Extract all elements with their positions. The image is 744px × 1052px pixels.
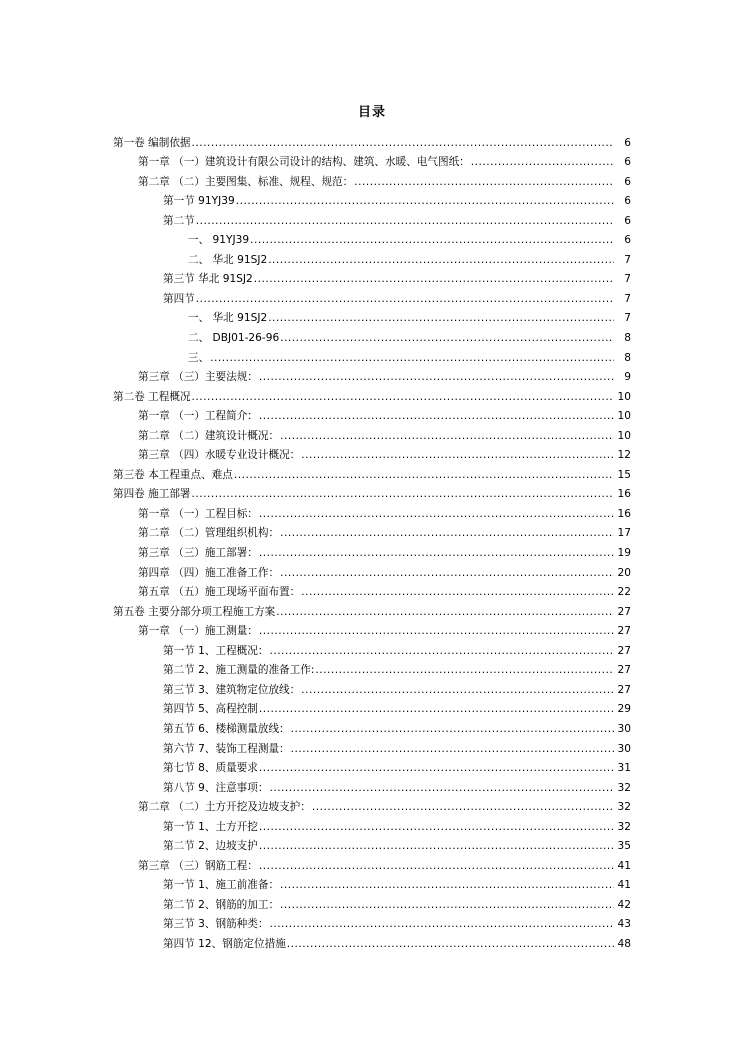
toc-entry-label: 第二节 2、施工测量的准备工作: bbox=[163, 664, 315, 677]
toc-entry-label: 第四章 （四）施工准备工作： bbox=[138, 566, 280, 579]
toc-entry-label: 第三节 3、钢筋种类： bbox=[163, 918, 269, 931]
toc-entry-label: 第二章 （二）土方开挖及边坡支护： bbox=[138, 801, 311, 814]
toc-entry-page-number: 27 bbox=[617, 605, 631, 618]
toc-entry-label: 第五章 （五）施工现场平面布置： bbox=[138, 586, 301, 599]
toc-entry-page-number: 16 bbox=[617, 488, 631, 501]
toc-leader-dots bbox=[192, 136, 614, 150]
toc-entry[interactable] bbox=[0, 756, 744, 776]
toc-entry-label: 第三章 （三）施工部署： bbox=[138, 547, 258, 560]
toc-entry[interactable] bbox=[0, 384, 744, 404]
toc-entry[interactable] bbox=[0, 834, 744, 854]
toc-leader-dots bbox=[196, 214, 614, 228]
toc-entry-page-number: 6 bbox=[624, 175, 631, 188]
toc-entry-page-number: 41 bbox=[617, 859, 631, 872]
toc-entry-page-number: 16 bbox=[617, 507, 631, 520]
toc-entry-page-number: 8 bbox=[624, 332, 631, 345]
toc-entry-label: 第三章 （三）钢筋工程： bbox=[138, 859, 258, 872]
toc-entry-label: 第二节 bbox=[163, 214, 195, 227]
toc-entry-label: 第一章 （一）建筑设计有限公司设计的结构、建筑、水暖、电气图纸： bbox=[138, 156, 470, 169]
toc-leader-dots bbox=[259, 839, 614, 853]
toc-leader-dots bbox=[259, 370, 614, 384]
toc-entry[interactable] bbox=[0, 775, 744, 795]
toc-entry-label: 第三章 （三）主要法规： bbox=[138, 371, 258, 384]
toc-leader-dots bbox=[280, 429, 614, 443]
toc-leader-dots bbox=[259, 702, 614, 716]
toc-entry-label: 第一章 （一）施工测量： bbox=[138, 625, 258, 638]
toc-entry-label: 第七节 8、质量要求 bbox=[163, 762, 258, 775]
toc-leader-dots bbox=[250, 233, 614, 247]
toc-leader-dots bbox=[259, 624, 614, 638]
toc-entry-label: 第三卷 本工程重点、难点 bbox=[113, 468, 233, 481]
toc-entry[interactable] bbox=[0, 599, 744, 619]
toc-entry[interactable] bbox=[0, 325, 744, 345]
toc-entry[interactable] bbox=[0, 638, 744, 658]
toc-entry-label: 第一节 1、土方开挖 bbox=[163, 820, 258, 833]
toc-leader-dots bbox=[259, 507, 614, 521]
toc-entry[interactable] bbox=[0, 365, 744, 385]
toc-leader-dots bbox=[268, 253, 614, 267]
toc-entry-page-number: 35 bbox=[617, 840, 631, 853]
toc-entry-page-number: 42 bbox=[617, 898, 631, 911]
toc-entry-page-number: 6 bbox=[624, 214, 631, 227]
toc-entry-label: 第二章 （二）管理组织机构： bbox=[138, 527, 280, 540]
toc-entry[interactable] bbox=[0, 540, 744, 560]
toc-entry-page-number: 32 bbox=[617, 820, 631, 833]
toc-entry-page-number: 48 bbox=[617, 937, 631, 950]
toc-entry-page-number: 27 bbox=[617, 644, 631, 657]
toc-entry[interactable] bbox=[0, 130, 744, 150]
toc-leader-dots bbox=[259, 820, 614, 834]
toc-leader-dots bbox=[259, 859, 614, 873]
toc-entry[interactable] bbox=[0, 931, 744, 951]
toc-entry-label: 第一节 1、施工前准备： bbox=[163, 879, 280, 892]
toc-entry-page-number: 6 bbox=[624, 234, 631, 247]
toc-leader-dots bbox=[291, 722, 614, 736]
toc-entry[interactable] bbox=[0, 228, 744, 248]
toc-leader-dots bbox=[259, 546, 614, 560]
toc-leader-dots bbox=[192, 487, 614, 501]
toc-entry[interactable] bbox=[0, 169, 744, 189]
toc-entry[interactable] bbox=[0, 521, 744, 541]
toc-entry-label: 二、 华北 91SJ2 bbox=[188, 253, 268, 266]
toc-entry[interactable] bbox=[0, 873, 744, 893]
toc-entry-page-number: 32 bbox=[617, 781, 631, 794]
toc-entry-page-number: 7 bbox=[624, 253, 631, 266]
toc-leader-dots bbox=[236, 194, 614, 208]
toc-entry-label: 二、 DBJ01-26-96 bbox=[188, 332, 280, 345]
toc-entry[interactable] bbox=[0, 247, 744, 267]
toc-entry-label: 三、 bbox=[188, 351, 210, 364]
toc-leader-dots bbox=[287, 937, 614, 951]
toc-leader-dots bbox=[280, 878, 614, 892]
toc-entry-page-number: 41 bbox=[617, 879, 631, 892]
toc-entry[interactable] bbox=[0, 423, 744, 443]
toc-entry-label: 第二节 2、钢筋的加工： bbox=[163, 898, 280, 911]
toc-entry-page-number: 20 bbox=[617, 566, 631, 579]
toc-entry[interactable] bbox=[0, 286, 744, 306]
toc-leader-dots bbox=[280, 526, 614, 540]
toc-entry-page-number: 27 bbox=[617, 625, 631, 638]
toc-entry-page-number: 7 bbox=[624, 273, 631, 286]
toc-entry-page-number: 27 bbox=[617, 664, 631, 677]
toc-entry-label: 第一卷 编制依据 bbox=[113, 136, 191, 149]
toc-entry[interactable] bbox=[0, 189, 744, 209]
toc-entry-page-number: 30 bbox=[617, 742, 631, 755]
toc-leader-dots bbox=[291, 742, 614, 756]
toc-leader-dots bbox=[254, 272, 614, 286]
toc-leader-dots bbox=[269, 917, 614, 931]
toc-entry-page-number: 9 bbox=[624, 371, 631, 384]
toc-entry-page-number: 12 bbox=[617, 449, 631, 462]
toc-entry-label: 第三节 华北 91SJ2 bbox=[163, 273, 253, 286]
toc-leader-dots bbox=[259, 409, 614, 423]
toc-entry-page-number: 22 bbox=[617, 586, 631, 599]
toc-entry[interactable] bbox=[0, 150, 744, 170]
toc-entry-label: 第五卷 主要分部分项工程施工方案 bbox=[113, 605, 276, 618]
toc-leader-dots bbox=[259, 761, 614, 775]
toc-entry-page-number: 8 bbox=[624, 351, 631, 364]
toc-leader-dots bbox=[354, 175, 614, 189]
toc-entry-label: 第二章 （二）建筑设计概况： bbox=[138, 429, 280, 442]
toc-entry[interactable] bbox=[0, 501, 744, 521]
toc-entry-label: 第四节 5、高程控制 bbox=[163, 703, 258, 716]
toc-entry[interactable] bbox=[0, 404, 744, 424]
toc-entry-label: 第四节 12、钢筋定位措施 bbox=[163, 937, 286, 950]
toc-entry[interactable] bbox=[0, 560, 744, 580]
toc-leader-dots bbox=[269, 781, 614, 795]
toc-leader-dots bbox=[269, 644, 614, 658]
toc-entry[interactable] bbox=[0, 677, 744, 697]
toc-entry[interactable] bbox=[0, 853, 744, 873]
toc-leader-dots bbox=[280, 898, 614, 912]
toc-entry-label: 第一章 （一）工程目标： bbox=[138, 507, 258, 520]
toc-entry[interactable] bbox=[0, 580, 744, 600]
toc-leader-dots bbox=[280, 331, 614, 345]
toc-entry-page-number: 19 bbox=[617, 547, 631, 560]
toc-entry-label: 第八节 9、注意事项： bbox=[163, 781, 269, 794]
toc-entry-label: 第二节 2、边坡支护 bbox=[163, 840, 258, 853]
toc-leader-dots bbox=[301, 683, 614, 697]
toc-entry-label: 一、 91YJ39 bbox=[188, 234, 250, 247]
toc-leader-dots bbox=[276, 605, 614, 619]
toc-entry-label: 第二章 （二）主要图集、标准、规程、规范： bbox=[138, 175, 354, 188]
toc-entry-page-number: 43 bbox=[617, 918, 631, 931]
toc-entry-label: 第三章 （四）水暖专业设计概况： bbox=[138, 449, 301, 462]
toc-entry[interactable] bbox=[0, 267, 744, 287]
toc-leader-dots bbox=[196, 292, 614, 306]
toc-entry[interactable] bbox=[0, 443, 744, 463]
toc-entry[interactable] bbox=[0, 306, 744, 326]
toc-entry-label: 第四卷 施工部署 bbox=[113, 488, 191, 501]
toc-entry-page-number: 32 bbox=[617, 801, 631, 814]
toc-entry-label: 第六节 7、装饰工程测量： bbox=[163, 742, 290, 755]
toc-entry-page-number: 7 bbox=[624, 292, 631, 305]
toc-entry-page-number: 10 bbox=[617, 429, 631, 442]
toc-leader-dots bbox=[471, 155, 614, 169]
toc-entry-page-number: 15 bbox=[617, 468, 631, 481]
toc-leader-dots bbox=[315, 663, 614, 677]
toc-entry-label: 第一节 91YJ39 bbox=[163, 195, 235, 208]
toc-leader-dots bbox=[192, 390, 614, 404]
toc-entry[interactable] bbox=[0, 619, 744, 639]
toc-leader-dots bbox=[312, 800, 614, 814]
toc-entry-page-number: 10 bbox=[617, 390, 631, 403]
toc-entry-page-number: 6 bbox=[624, 156, 631, 169]
toc-leader-dots bbox=[210, 351, 614, 365]
toc-entry-page-number: 6 bbox=[624, 136, 631, 149]
toc-leader-dots bbox=[301, 448, 614, 462]
toc-entry[interactable] bbox=[0, 208, 744, 228]
toc-entry-page-number: 10 bbox=[617, 410, 631, 423]
toc-entry-page-number: 17 bbox=[617, 527, 631, 540]
toc-entry[interactable] bbox=[0, 716, 744, 736]
toc-title: 目录 bbox=[357, 105, 386, 120]
toc-entry-label: 第四节 bbox=[163, 292, 195, 305]
toc-entry-page-number: 31 bbox=[617, 762, 631, 775]
toc-entry-label: 第五节 6、楼梯测量放线： bbox=[163, 722, 290, 735]
toc-entry-page-number: 7 bbox=[624, 312, 631, 325]
toc-entry-label: 一、 华北 91SJ2 bbox=[188, 312, 268, 325]
toc-entry[interactable] bbox=[0, 658, 744, 678]
toc-entry-page-number: 30 bbox=[617, 722, 631, 735]
toc-entry-page-number: 27 bbox=[617, 683, 631, 696]
toc-entry-label: 第三节 3、建筑物定位放线： bbox=[163, 683, 301, 696]
toc-entry[interactable] bbox=[0, 795, 744, 815]
toc-leader-dots bbox=[301, 585, 614, 599]
toc-entry[interactable] bbox=[0, 736, 744, 756]
toc-entry-page-number: 6 bbox=[624, 195, 631, 208]
toc-entry-page-number: 29 bbox=[617, 703, 631, 716]
toc-entry-label: 第一节 1、工程概况： bbox=[163, 644, 269, 657]
toc-leader-dots bbox=[268, 311, 614, 325]
toc-entry[interactable] bbox=[0, 462, 744, 482]
toc-entry[interactable] bbox=[0, 482, 744, 502]
toc-entry[interactable] bbox=[0, 892, 744, 912]
toc-entry-label: 第二卷 工程概况 bbox=[113, 390, 191, 403]
toc-leader-dots bbox=[234, 468, 614, 482]
toc-leader-dots bbox=[280, 566, 614, 580]
toc-entry[interactable] bbox=[0, 697, 744, 717]
toc-entry[interactable] bbox=[0, 814, 744, 834]
toc-list bbox=[0, 130, 744, 951]
toc-entry[interactable] bbox=[0, 912, 744, 932]
toc-entry[interactable] bbox=[0, 345, 744, 365]
toc-entry-label: 第一章 （一）工程简介： bbox=[138, 410, 258, 423]
